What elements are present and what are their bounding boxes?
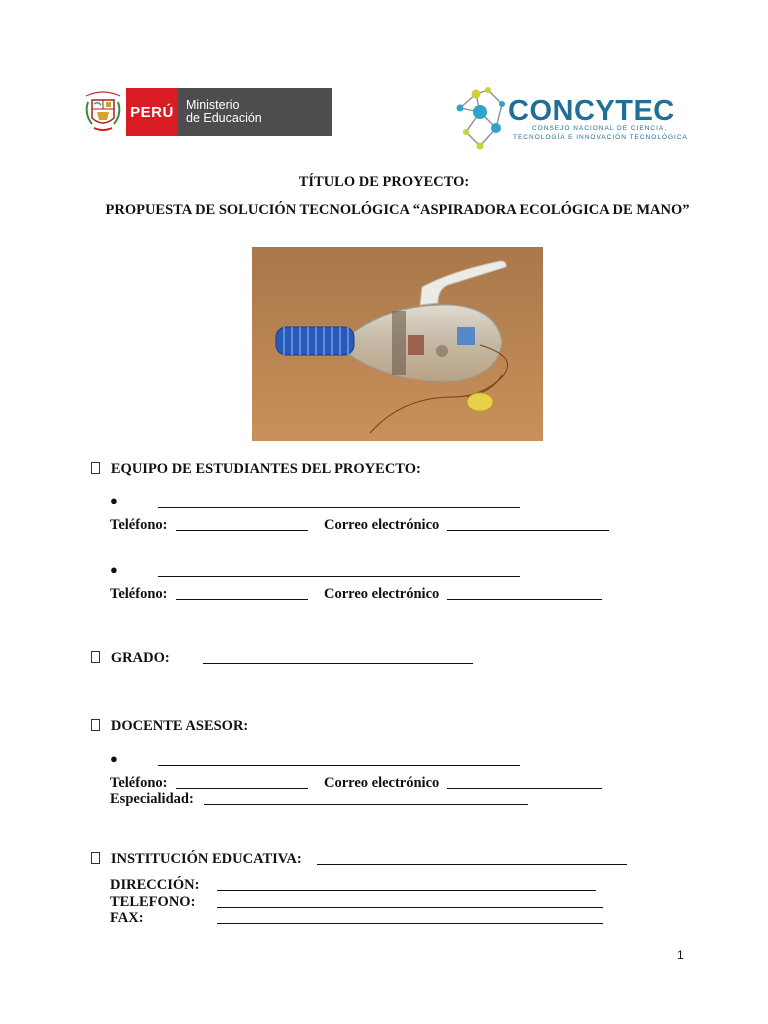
institution-phone-field[interactable] xyxy=(217,894,603,908)
advisor-phone-label: Teléfono: xyxy=(110,775,168,791)
student-2-phone-field[interactable] xyxy=(176,586,308,600)
project-heading: TÍTULO DE PROYECTO: xyxy=(298,174,470,190)
concytec-subtitle-2: TECNOLOGÍA E INNOVACIÓN TECNOLÓGICA xyxy=(513,134,688,141)
advisor-specialty-label: Especialidad: xyxy=(110,791,194,807)
page-number: 1 xyxy=(677,948,684,962)
advisor-email-field[interactable] xyxy=(447,775,602,789)
section-marker-icon xyxy=(91,462,100,474)
students-section xyxy=(91,461,421,478)
concytec-name: CONCYTEC xyxy=(508,95,675,127)
grade-section xyxy=(91,650,170,667)
section-marker-icon xyxy=(91,852,100,864)
student-1-email-label: Correo electrónico xyxy=(324,517,440,533)
advisor-name-field[interactable] xyxy=(158,752,520,766)
fax-field[interactable] xyxy=(217,910,603,924)
advisor-bullet xyxy=(110,750,118,768)
student-1-phone-field[interactable] xyxy=(176,517,308,531)
project-title: PROPUESTA DE SOLUCIÓN TECNOLÓGICA “ASPIRADORA ECOLÓGICA DE MANO” xyxy=(105,202,690,218)
grade-field[interactable] xyxy=(203,650,473,664)
student-1-bullet xyxy=(110,492,118,510)
vacuum-prototype-photo xyxy=(252,247,543,441)
advisor-phone-field[interactable] xyxy=(176,775,308,789)
bullet-dot-icon: ● xyxy=(110,562,118,577)
advisor-specialty-field[interactable] xyxy=(204,791,528,805)
student-2-bullet xyxy=(110,561,118,579)
advisor-section xyxy=(91,718,248,735)
ministry-line-1: Ministerio xyxy=(186,98,240,112)
advisor-heading: DOCENTE ASESOR: xyxy=(110,718,249,734)
student-2-phone-label: Teléfono: xyxy=(110,586,168,602)
address-field[interactable] xyxy=(217,877,596,891)
student-1-phone-label: Teléfono: xyxy=(110,517,168,533)
peru-label: PERÚ xyxy=(126,88,178,136)
institution-section xyxy=(91,851,302,868)
advisor-email-label: Correo electrónico xyxy=(324,775,440,791)
students-heading: EQUIPO DE ESTUDIANTES DEL PROYECTO: xyxy=(110,461,421,477)
student-2-name-field[interactable] xyxy=(158,563,520,577)
institution-label: INSTITUCIÓN EDUCATIVA: xyxy=(110,851,302,867)
bullet-dot-icon: ● xyxy=(110,751,118,766)
section-marker-icon xyxy=(91,719,100,731)
grade-label: GRADO: xyxy=(110,650,170,666)
address-label: DIRECCIÓN: xyxy=(110,877,200,893)
ministry-name xyxy=(178,88,332,136)
student-1-name-field[interactable] xyxy=(158,494,520,508)
minedu-logo xyxy=(80,88,332,136)
fax-label: FAX: xyxy=(110,910,144,926)
student-1-email-field[interactable] xyxy=(447,517,609,531)
bullet-dot-icon: ● xyxy=(110,493,118,508)
ministry-line-2: de Educación xyxy=(186,111,262,125)
institution-phone-label: TELEFONO: xyxy=(110,894,196,910)
concytec-subtitle-1: CONSEJO NACIONAL DE CIENCIA, xyxy=(532,125,668,132)
student-2-email-field[interactable] xyxy=(447,586,602,600)
student-2-email-label: Correo electrónico xyxy=(324,586,440,602)
peru-coat-of-arms-icon xyxy=(80,88,126,136)
institution-field[interactable] xyxy=(317,851,627,865)
section-marker-icon xyxy=(91,651,100,663)
